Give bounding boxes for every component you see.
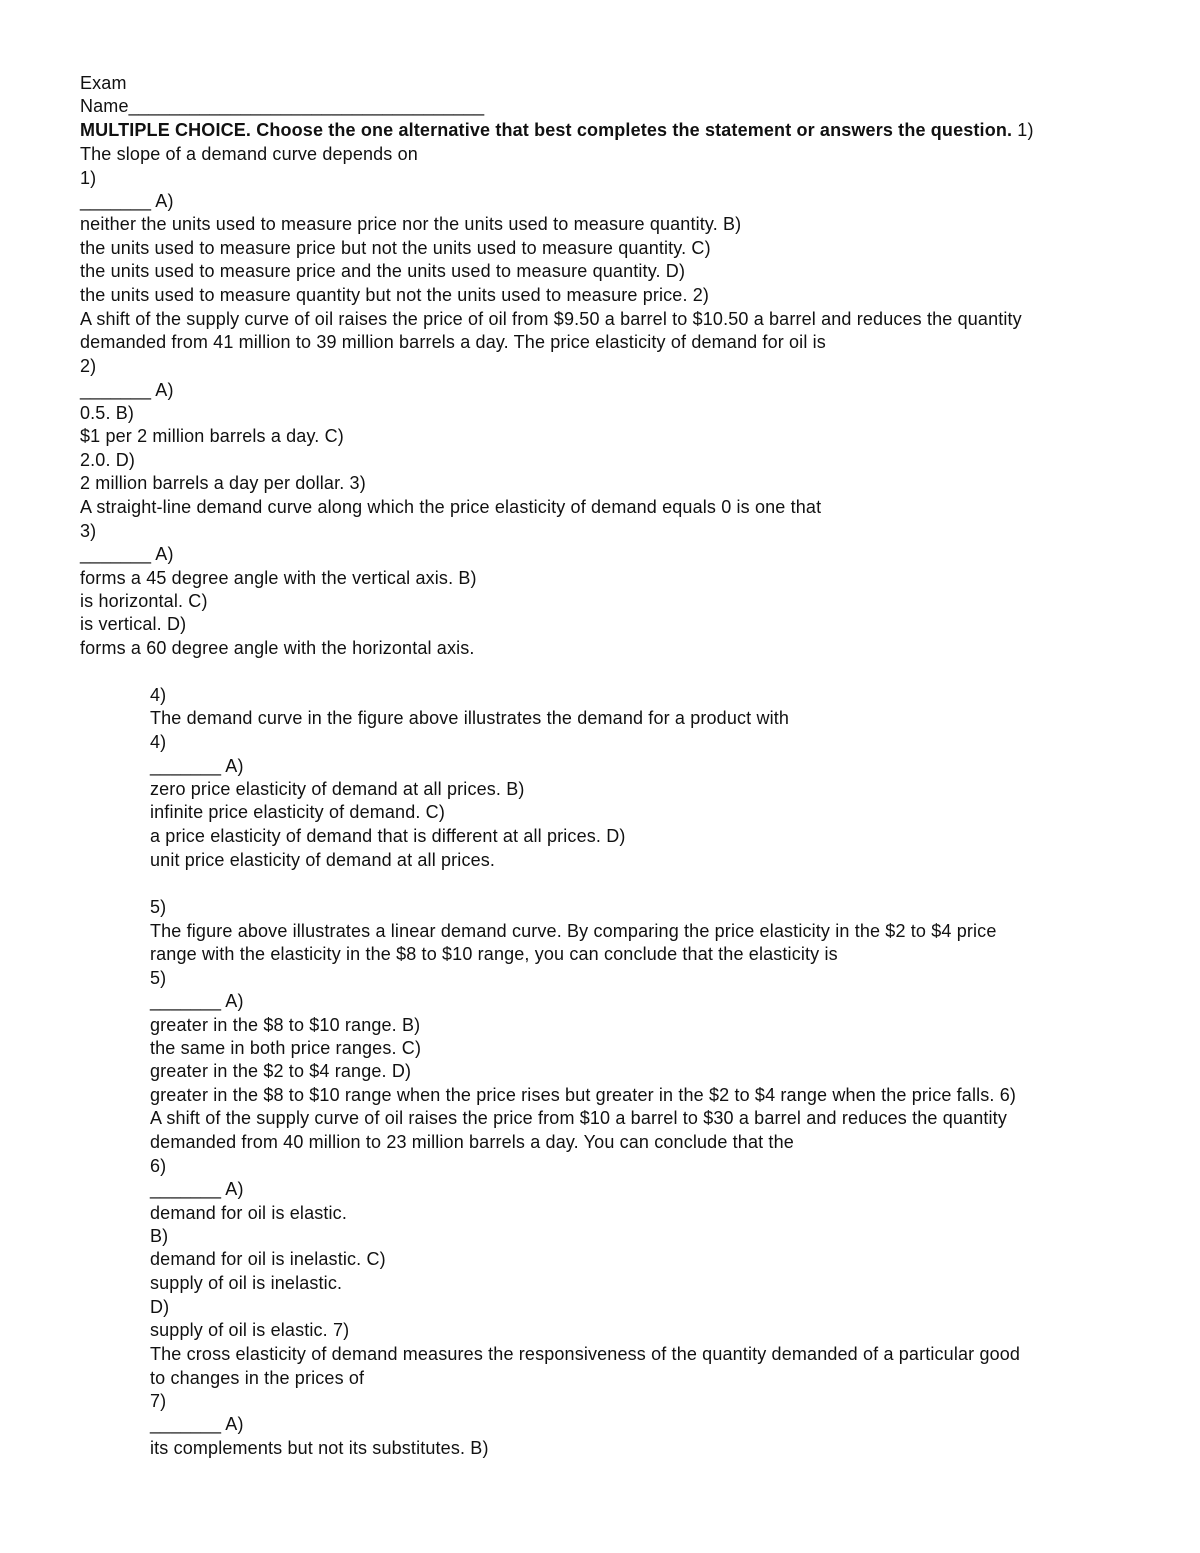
question-2-stem: A shift of the supply curve of oil raises the price of oil from $9.50 a barrel to $10.50 a barrel and reduces the quantity <box>80 309 1022 329</box>
question-7-answer-blank: _______ A) <box>150 1414 244 1434</box>
question-4-option: a price elasticity of demand that is different at all prices. D) <box>150 826 626 846</box>
question-5-option: the same in both price ranges. C) <box>150 1038 422 1058</box>
question-2-option: $1 per 2 million barrels a day. C) <box>80 426 344 446</box>
question-2-option: 0.5. B) <box>80 403 135 423</box>
question-5-stem: range with the elasticity in the $8 to $10 range, you can conclude that the elasticity is <box>150 944 838 964</box>
question-1-option: neither the units used to measure price nor the units used to measure quantity. B) <box>80 214 742 234</box>
question-2-number: 2) <box>80 356 97 376</box>
question-6-option: demand for oil is elastic. <box>150 1203 347 1223</box>
question-5-number: 5) <box>150 897 167 917</box>
instructions-line <box>80 119 1034 141</box>
question-5-option: greater in the $8 to $10 range when the price rises but greater in the $2 to $4 range when the price falls. 6) <box>150 1085 1017 1105</box>
question-4-option: infinite price elasticity of demand. C) <box>150 802 445 822</box>
question-4-number: 4) <box>150 685 167 705</box>
question-2-answer-blank: _______ A) <box>80 380 174 400</box>
question-6-option: supply of oil is inelastic. <box>150 1273 343 1293</box>
question-6-stem: A shift of the supply curve of oil raises the price from $10 a barrel to $30 a barrel and reduces the quantity <box>150 1108 1007 1128</box>
question-5-option: greater in the $2 to $4 range. D) <box>150 1061 412 1081</box>
question-4-answer-blank: _______ A) <box>150 756 244 776</box>
question-3-answer-blank: _______ A) <box>80 544 174 564</box>
question-2-stem: demanded from 41 million to 39 million barrels a day. The price elasticity of demand for oil is <box>80 332 826 352</box>
question-5-stem: The figure above illustrates a linear demand curve. By comparing the price elasticity in the $2 to $4 price <box>150 921 997 941</box>
name-line: Name___________________________________ <box>80 96 485 116</box>
question-1-option: the units used to measure price and the units used to measure quantity. D) <box>80 261 686 281</box>
question-3-option: is horizontal. C) <box>80 591 208 611</box>
instructions-bold-text: MULTIPLE CHOICE. Choose the one alternative that best completes the statement or answers the question. <box>80 120 1013 140</box>
question-1-answer-blank: _______ A) <box>80 191 174 211</box>
question-6-stem: demanded from 40 million to 23 million barrels a day. You can conclude that the <box>150 1132 794 1152</box>
question-2-option: 2 million barrels a day per dollar. 3) <box>80 473 366 493</box>
question-3-option: forms a 60 degree angle with the horizontal axis. <box>80 638 475 658</box>
exam-title: Exam <box>80 73 127 93</box>
question-4-number: 4) <box>150 732 167 752</box>
question-6-option-label: D) <box>150 1297 170 1317</box>
question-7-stem: to changes in the prices of <box>150 1368 365 1388</box>
question-4-option: zero price elasticity of demand at all prices. B) <box>150 779 525 799</box>
question-7-stem: The cross elasticity of demand measures the responsiveness of the quantity demanded of a particular good <box>150 1344 1021 1364</box>
question-6-answer-blank: _______ A) <box>150 1179 244 1199</box>
question-2-option: 2.0. D) <box>80 450 136 470</box>
question-5-answer-blank: _______ A) <box>150 991 244 1011</box>
question-7-option: its complements but not its substitutes. B) <box>150 1438 489 1458</box>
question-1-number: 1) <box>80 168 97 188</box>
question-5-option: greater in the $8 to $10 range. B) <box>150 1015 421 1035</box>
question-3-number: 3) <box>80 521 97 541</box>
question-4-stem: The demand curve in the figure above illustrates the demand for a product with <box>150 708 790 728</box>
question-1-option: the units used to measure quantity but not the units used to measure price. 2) <box>80 285 710 305</box>
question-6-option: supply of oil is elastic. 7) <box>150 1320 350 1340</box>
question-1-stem: The slope of a demand curve depends on <box>80 144 418 164</box>
question-number: 1) <box>1017 120 1034 140</box>
question-3-option: is vertical. D) <box>80 614 187 634</box>
question-3-option: forms a 45 degree angle with the vertical axis. B) <box>80 568 477 588</box>
question-5-number: 5) <box>150 968 167 988</box>
question-6-option: demand for oil is inelastic. C) <box>150 1249 386 1269</box>
question-6-number: 6) <box>150 1156 167 1176</box>
question-4-option: unit price elasticity of demand at all prices. <box>150 850 496 870</box>
question-6-option-label: B) <box>150 1226 169 1246</box>
question-1-option: the units used to measure price but not the units used to measure quantity. C) <box>80 238 711 258</box>
question-3-stem: A straight-line demand curve along which the price elasticity of demand equals 0 is one that <box>80 497 822 517</box>
question-7-number: 7) <box>150 1391 167 1411</box>
